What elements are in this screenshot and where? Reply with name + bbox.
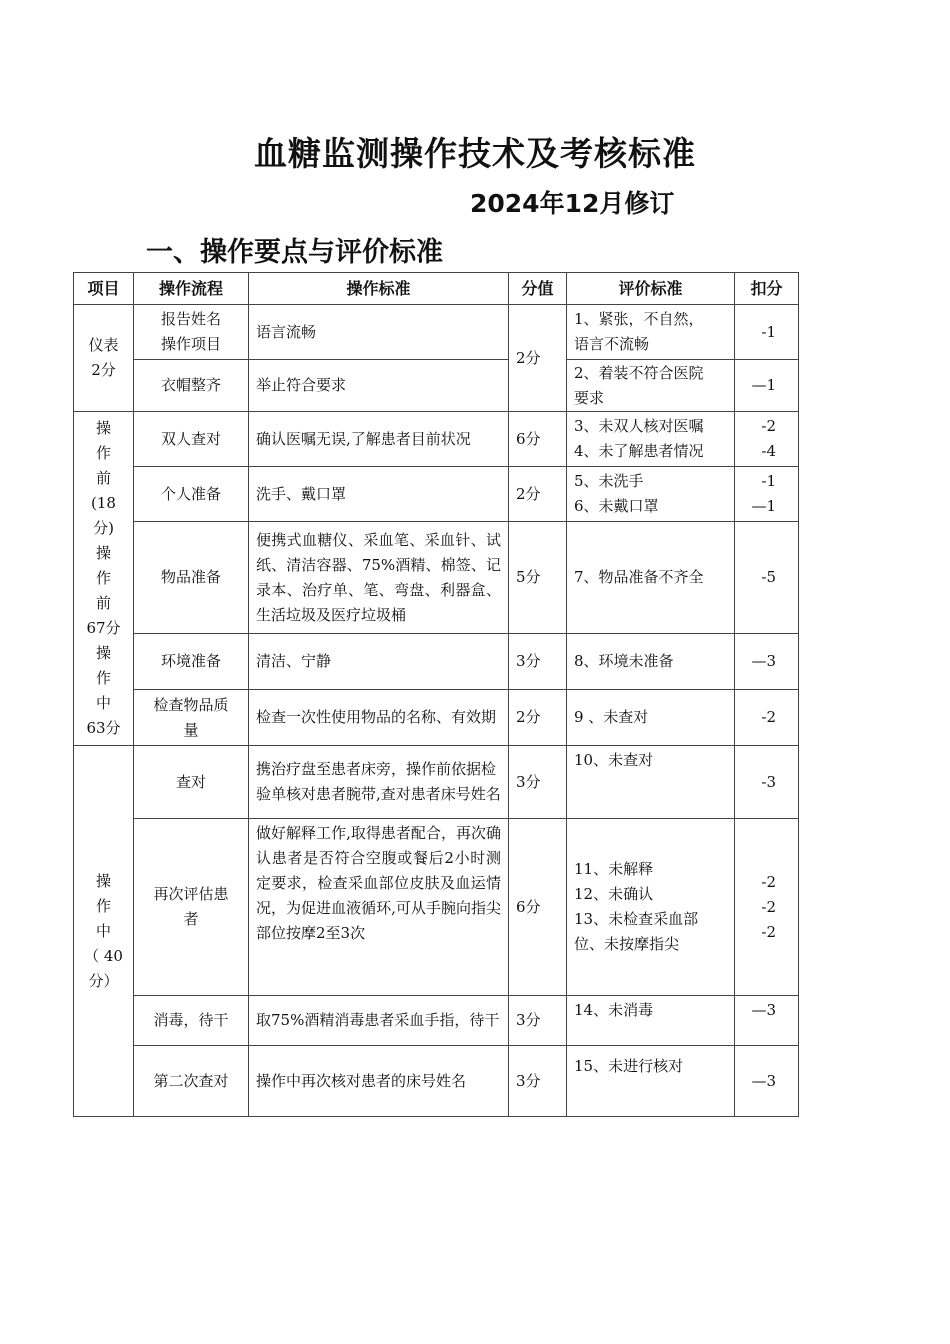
cell-score: 6分 — [509, 412, 567, 467]
assessment-table — [73, 272, 799, 1117]
cell-deduct: —3 — [735, 996, 799, 1046]
table-row — [74, 690, 799, 746]
cell-standard: 检查一次性使用物品的名称、有效期 — [249, 690, 509, 746]
cell-process: 双人查对 — [134, 412, 249, 467]
table-row — [74, 1046, 799, 1117]
cell-deduct: -2 -4 — [735, 412, 799, 467]
cell-score: 3分 — [509, 634, 567, 690]
cell-score: 5分 — [509, 522, 567, 634]
table-row — [74, 467, 799, 522]
cell-deduct: -1 — [735, 305, 799, 360]
cell-deduct: -1 —1 — [735, 467, 799, 522]
header-standard: 操作标准 — [249, 273, 509, 305]
cell-criteria: 8、环境未准备 — [567, 634, 735, 690]
cell-deduct: -2 -2 -2 — [735, 819, 799, 996]
cell-deduct: -2 — [735, 690, 799, 746]
cell-score: 2分 — [509, 690, 567, 746]
header-score: 分值 — [509, 273, 567, 305]
header-item: 项目 — [74, 273, 134, 305]
table-header-row — [74, 273, 799, 305]
table-row — [74, 634, 799, 690]
cell-criteria: 3、未双人核对医嘱 4、未了解患者情况 — [567, 412, 735, 467]
cell-deduct: —3 — [735, 1046, 799, 1117]
revision-date: 2024年12月修订 — [470, 189, 675, 218]
cell-standard: 做好解释工作,取得患者配合，再次确认患者是否符合空腹或餐后2小时测定要求，检查采血部位皮肤及血运情况，为促进血液循环,可从手腕向指尖部位按摩2至3次 — [249, 819, 509, 996]
cell-score: 2分 — [509, 305, 567, 412]
table-row — [74, 996, 799, 1046]
table-row — [74, 305, 799, 360]
cell-standard — [249, 522, 509, 634]
cell-deduct: —3 — [735, 634, 799, 690]
cell-standard: 取75%酒精消毒患者采血手指，待干 — [249, 996, 509, 1046]
cell-process: 环境准备 — [134, 634, 249, 690]
cell-criteria: 11、未解释 12、未确认 13、未检查采血部位、未按摩指尖 — [567, 819, 735, 996]
cell-criteria: 2、着装不符合医院 要求 — [567, 360, 735, 412]
cell-process: 检查物品质 量 — [134, 690, 249, 746]
section-heading: 一、操作要点与评价标准 — [146, 237, 443, 268]
cell-criteria: 14、未消毒 — [567, 996, 735, 1046]
cell-score: 3分 — [509, 1046, 567, 1117]
table-row — [74, 819, 799, 996]
cell-score: 3分 — [509, 746, 567, 819]
cell-process: 再次评估患 者 — [134, 819, 249, 996]
cell-deduct: -5 — [735, 522, 799, 634]
cell-standard: 操作中再次核对患者的床号姓名 — [249, 1046, 509, 1117]
cell-standard: 语言流畅 — [249, 305, 509, 360]
group-during-op: 操 作 中 （ 40 分） — [74, 746, 134, 1117]
cell-criteria: 5、未洗手 6、未戴口罩 — [567, 467, 735, 522]
cell-standard: 洗手、戴口罩 — [249, 467, 509, 522]
cell-deduct: -3 — [735, 746, 799, 819]
cell-process: 消毒，待干 — [134, 996, 249, 1046]
cell-process: 查对 — [134, 746, 249, 819]
table-row — [74, 746, 799, 819]
cell-score: 6分 — [509, 819, 567, 996]
cell-deduct: —1 — [735, 360, 799, 412]
cell-standard-text: 便携式血糖仪、采血笔、采血针、试纸、清洁容器、75%酒精、棉签、记录本、治疗单、笔、弯盘、利器盒、生活垃圾及医疗垃圾桶 — [256, 530, 501, 624]
cell-process: 个人准备 — [134, 467, 249, 522]
cell-criteria: 10、未查对 — [567, 746, 735, 819]
cell-standard: 清洁、宁静 — [249, 634, 509, 690]
group-pre-op: 操 作 前 (18 分) 操 作 前 67分 操 作 中 63分 — [74, 412, 134, 746]
cell-criteria: 9 、未查对 — [567, 690, 735, 746]
cell-criteria: 15、未进行核对 — [567, 1046, 735, 1117]
cell-standard: 举止符合要求 — [249, 360, 509, 412]
table-row — [74, 522, 799, 634]
cell-process: 物品准备 — [134, 522, 249, 634]
table-row — [74, 412, 799, 467]
cell-standard: 携治疗盘至患者床旁，操作前依据检验单核对患者腕带,查对患者床号姓名 — [249, 746, 509, 819]
group-appearance: 仪表 2分 — [74, 305, 134, 412]
cell-process: 第二次查对 — [134, 1046, 249, 1117]
cell-process: 报告姓名 操作项目 — [134, 305, 249, 360]
header-process: 操作流程 — [134, 273, 249, 305]
cell-score: 2分 — [509, 467, 567, 522]
cell-score: 3分 — [509, 996, 567, 1046]
table-row — [74, 360, 799, 412]
cell-criteria: 7、物品准备不齐全 — [567, 522, 735, 634]
header-deduct: 扣分 — [735, 273, 799, 305]
header-criteria: 评价标准 — [567, 273, 735, 305]
document-title: 血糖监测操作技术及考核标准 — [254, 134, 696, 173]
cell-process: 衣帽整齐 — [134, 360, 249, 412]
cell-standard: 确认医嘱无误,了解患者目前状况 — [249, 412, 509, 467]
cell-criteria: 1、紧张，不自然， 语言不流畅 — [567, 305, 735, 360]
